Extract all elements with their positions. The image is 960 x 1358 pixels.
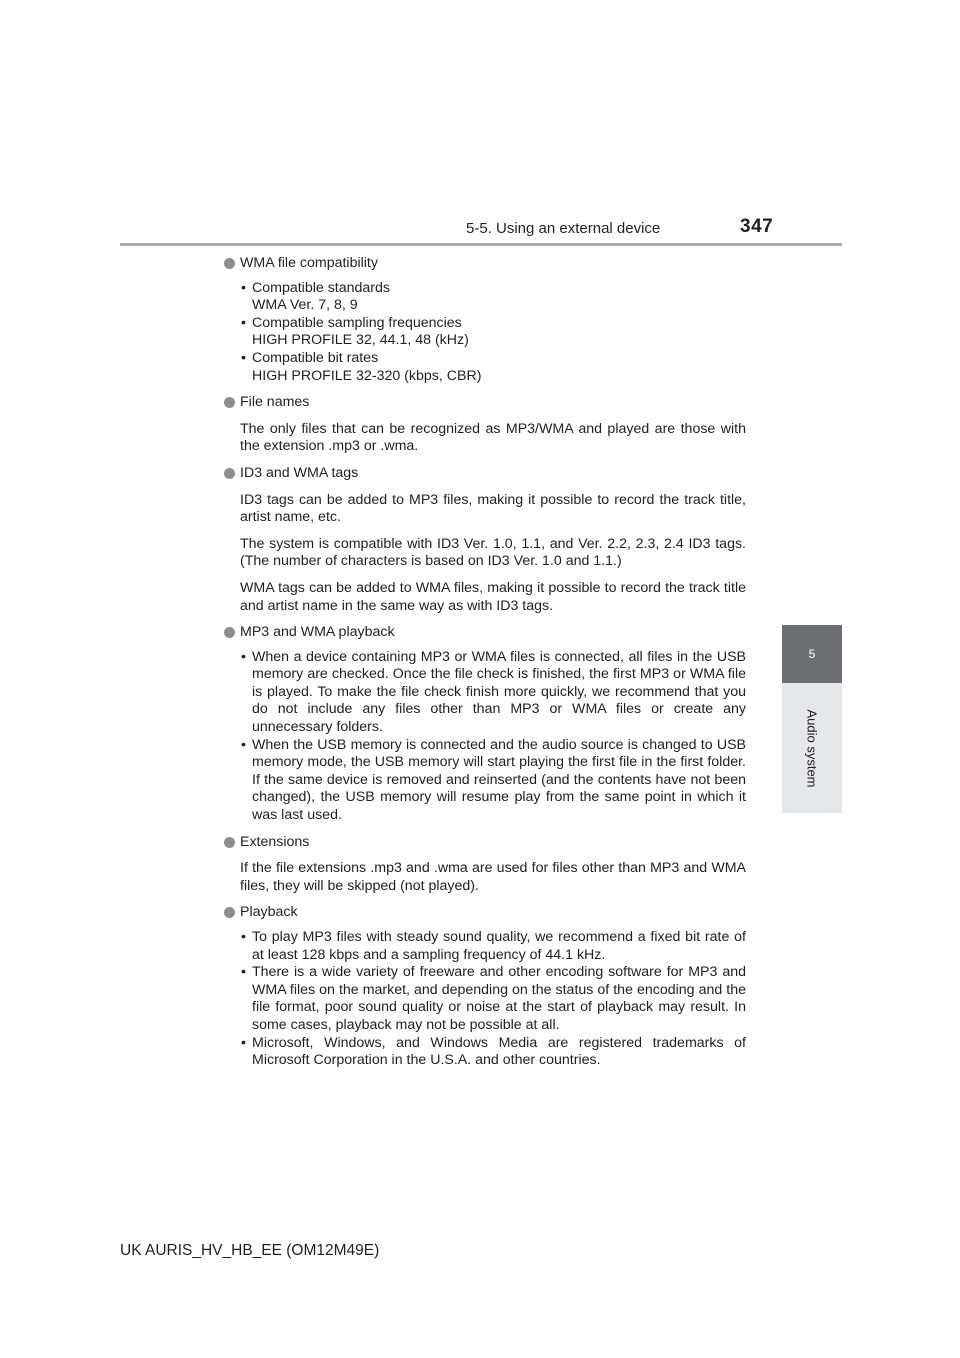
bullet-dot-icon bbox=[224, 627, 235, 638]
list-item bbox=[240, 1035, 746, 1070]
bullet-list bbox=[240, 649, 746, 825]
list-item bbox=[240, 280, 746, 315]
paragraph: WMA tags can be added to WMA files, making it possible to record the track title and artist name in the same way as with ID3 tags. bbox=[240, 579, 746, 614]
bullet-mark-icon: • bbox=[241, 1034, 246, 1051]
bullet-list bbox=[240, 929, 746, 1070]
bullet-mark-icon: • bbox=[241, 736, 246, 753]
section-heading bbox=[224, 624, 746, 642]
bullet-dot-icon bbox=[224, 837, 235, 848]
bullet-mark-icon: • bbox=[241, 964, 246, 981]
bullet-dot-icon bbox=[224, 468, 235, 479]
list-item bbox=[240, 315, 746, 350]
chapter-label: Audio system bbox=[804, 708, 820, 788]
list-item bbox=[240, 649, 746, 737]
paragraph: The only files that can be recognized as MP3/WMA and played are those with the extension .mp3 or .wma. bbox=[240, 420, 746, 455]
spec-detail: WMA Ver. 7, 8, 9 bbox=[252, 297, 358, 314]
list-item-text: To play MP3 files with steady sound quality, we recommend a fixed bit rate of at least 128 kbps and a sampling frequency of 44.1 kHz. bbox=[252, 929, 746, 963]
section-heading bbox=[224, 904, 746, 922]
list-item bbox=[240, 964, 746, 1034]
heading-text: MP3 and WMA playback bbox=[240, 624, 395, 641]
section-title: 5-5. Using an external device bbox=[466, 220, 661, 237]
list-item bbox=[240, 929, 746, 964]
bullet-mark-icon: • bbox=[241, 279, 246, 296]
model-code-footer: UK AURIS_HV_HB_EE (OM12M49E) bbox=[120, 1242, 380, 1259]
bullet-mark-icon: • bbox=[241, 648, 246, 665]
spec-title: Compatible bit rates bbox=[252, 349, 379, 366]
paragraph: ID3 tags can be added to MP3 files, making it possible to record the track title, artist name, etc. bbox=[240, 491, 746, 526]
bullet-mark-icon: • bbox=[241, 929, 246, 945]
spec-detail: HIGH PROFILE 32, 44.1, 48 (kHz) bbox=[252, 332, 469, 349]
spec-detail: HIGH PROFILE 32-320 (kbps, CBR) bbox=[252, 367, 482, 384]
heading-text: Playback bbox=[240, 904, 298, 921]
section-heading bbox=[224, 255, 746, 273]
list-item bbox=[240, 737, 746, 825]
bullet-mark-icon: • bbox=[241, 314, 246, 331]
paragraph: If the file extensions .mp3 and .wma are used for files other than MP3 and WMA files, they will be skipped (not played). bbox=[240, 860, 746, 894]
page-content bbox=[224, 253, 746, 1070]
bullet-dot-icon bbox=[224, 907, 235, 918]
section-heading bbox=[224, 394, 746, 412]
paragraph: The system is compatible with ID3 Ver. 1.0, 1.1, and Ver. 2.2, 2.3, 2.4 ID3 tags. (The number of characters is based on ID3 Ver. 1.0 and 1.1.) bbox=[240, 535, 746, 570]
heading-text: ID3 and WMA tags bbox=[240, 464, 359, 481]
list-item-text: When the USB memory is connected and the audio source is changed to USB memory mode, the USB memory will start playing the first file in the first folder. If the same device is removed and reinserted (and the contents have not been changed), the USB memory will resume play from the same point in which it was last used. bbox=[252, 736, 746, 824]
page-number: 347 bbox=[740, 216, 774, 237]
bullet-mark-icon: • bbox=[241, 349, 246, 366]
list-item-text: Microsoft, Windows, and Windows Media are registered trademarks of Microsoft Corporation in the U.S.A. and other countries. bbox=[252, 1034, 746, 1069]
heading-text: WMA file compatibility bbox=[240, 255, 378, 271]
bullet-dot-icon bbox=[224, 258, 235, 269]
chapter-label-strip bbox=[782, 683, 842, 813]
spec-title: Compatible sampling frequencies bbox=[252, 314, 462, 331]
chapter-number-tab bbox=[782, 625, 842, 683]
list-item-text: There is a wide variety of freeware and other encoding software for MP3 and WMA files on the market, and depending on the status of the encoding and the file format, poor sound quality or noise at the start of playback may result. In some cases, playback may not be possible at all. bbox=[252, 964, 746, 1033]
header-divider bbox=[120, 243, 842, 246]
heading-text: File names bbox=[240, 394, 310, 411]
bullet-dot-icon bbox=[224, 397, 235, 408]
chapter-number: 5 bbox=[808, 647, 816, 661]
spec-title: Compatible standards bbox=[252, 279, 391, 296]
section-heading bbox=[224, 834, 746, 852]
list-item-text: When a device containing MP3 or WMA files is connected, all files in the USB memory are checked. Once the file check is finished, the first MP3 or WMA file is played. To make the file check finish more quickly, we recommend that you do not include any files other than MP3 or WMA files or create any unnecessary folders. bbox=[252, 648, 746, 736]
list-item bbox=[240, 350, 746, 385]
spec-list bbox=[240, 280, 746, 386]
section-heading bbox=[224, 465, 746, 483]
heading-text: Extensions bbox=[240, 833, 310, 850]
